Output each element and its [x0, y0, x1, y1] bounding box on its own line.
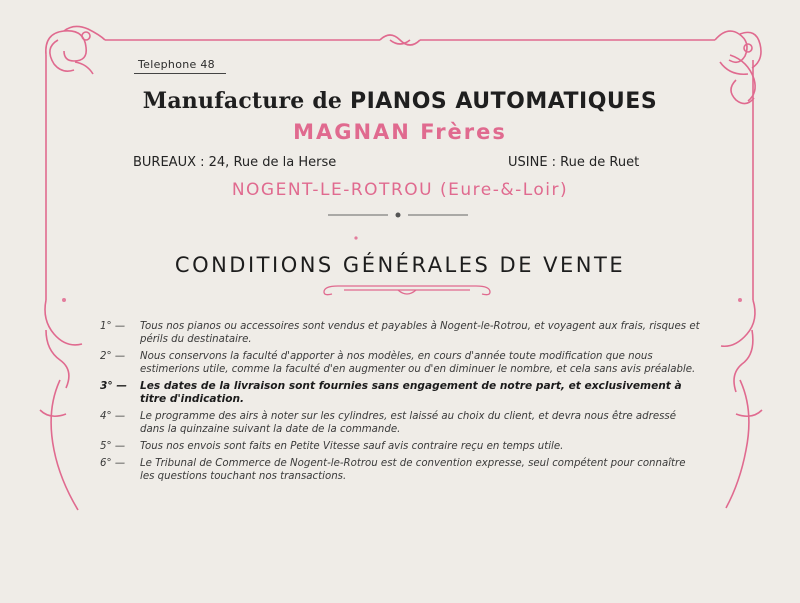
condition-item-bold — [100, 380, 700, 406]
condition-number: 4° — — [100, 411, 126, 422]
condition-text: Nous conservons la faculté d'apporter à nos modèles, en cours d'année toute modification que nous estimerions utile, comme la faculté d'en augmenter ou d'en diminuer le nombre, et cela sans avis préalable. — [140, 351, 696, 375]
title-main: PIANOS AUTOMATIQUES — [349, 89, 658, 114]
page-title — [0, 88, 800, 114]
condition-number: 5° — — [100, 441, 126, 452]
separator-ornament — [328, 210, 468, 220]
offices-address: BUREAUX : 24, Rue de la Herse — [133, 155, 337, 170]
company-name: MAGNAN Frères — [293, 120, 507, 144]
condition-text: Le programme des airs à noter sur les cylindres, est laissé au choix du client, et devra nous être adressé dans la quinzaine suivant la date de la commande. — [140, 411, 676, 435]
heading-scroll-ornament — [318, 282, 496, 296]
condition-text: Les dates de la livraison sont fournies sans engagement de notre part, et exclusivement à titre d'indication. — [140, 380, 682, 405]
condition-item — [100, 410, 700, 436]
city-line: NOGENT-LE-ROTROU (Eure-&-Loir) — [231, 180, 569, 200]
telephone-number: Telephone 48 — [138, 58, 215, 71]
conditions-list — [100, 320, 700, 487]
factory-address: USINE : Rue de Ruet — [508, 155, 640, 170]
condition-number: 2° — — [100, 351, 126, 362]
title-prefix: Manufacture de — [142, 88, 343, 114]
condition-text: Tous nos pianos ou accessoires sont vendus et payables à Nogent-le-Rotrou, et voyagent aux frais, risques et périls du destinataire. — [140, 321, 700, 345]
condition-number: 1° — — [100, 321, 126, 332]
condition-text: Tous nos envois sont faits en Petite Vitesse sauf avis contraire reçu en temps utile. — [140, 441, 564, 452]
section-heading: CONDITIONS GÉNÉRALES DE VENTE — [174, 253, 626, 277]
condition-item — [100, 320, 700, 346]
telephone-underline — [134, 73, 226, 74]
condition-number: 3° — — [100, 380, 127, 392]
condition-item — [100, 457, 700, 483]
condition-item — [100, 440, 700, 453]
condition-text: Le Tribunal de Commerce de Nogent-le-Rotrou est de convention expresse, seul compétent pour connaître les questions touchant nos transactions. — [140, 458, 686, 482]
condition-item — [100, 350, 700, 376]
condition-number: 6° — — [100, 458, 126, 469]
